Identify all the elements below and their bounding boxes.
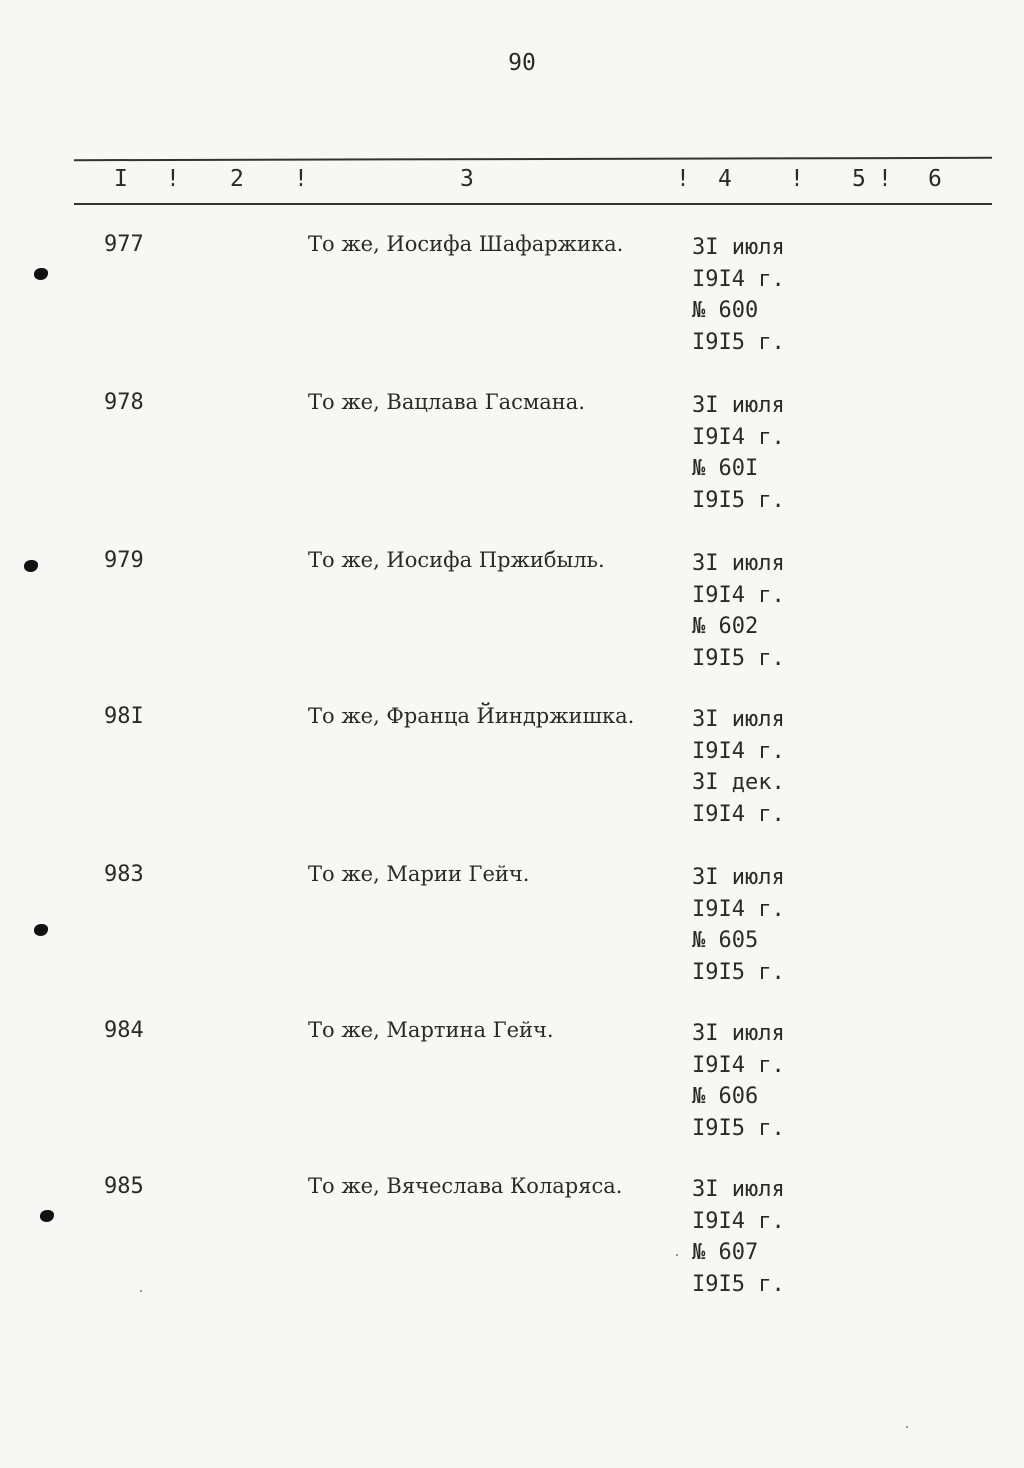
date-line: 3I июля [692,865,785,890]
date-line: 3I июля [692,707,785,732]
date-line: I9I5 г. [692,1271,785,1297]
scan-speck [140,1290,142,1292]
record-description: То же, Марии Гейч. [308,862,530,886]
table-header-rule [74,203,992,205]
date-line: № 600 [692,298,759,323]
date-line: № 602 [692,614,759,639]
date-line: I9I4 г. [692,1208,785,1234]
record-description: То же, Мартина Гейч. [308,1018,554,1042]
date-line: I9I4 г. [692,896,785,922]
record-dates [692,232,785,358]
record-description: То же, Иосифа Пржибыль. [308,548,605,572]
table-row [0,548,1024,688]
date-line: № 606 [692,1084,759,1109]
table-row [0,232,1024,372]
record-dates [692,704,785,830]
table-row [0,1174,1024,1314]
header-col-3: 3 [460,166,474,192]
date-line: 3I июля [692,1021,785,1046]
header-col-1: I [114,166,128,192]
date-line: I9I4 г. [692,1052,785,1078]
record-number: 978 [104,390,144,415]
table-top-rule [74,157,992,161]
date-line: I9I5 г. [692,1115,785,1141]
header-separator: ! [790,166,804,192]
date-line: 3I июля [692,393,785,418]
date-line: I9I4 г. [692,424,785,450]
header-col-2: 2 [230,166,244,192]
header-separator: ! [294,166,308,192]
date-line: I9I4 г. [692,738,785,764]
date-line: I9I5 г. [692,645,785,671]
record-description: То же, Франца Йиндржишка. [308,704,635,728]
record-dates [692,548,785,674]
table-header [0,166,1024,198]
table-row [0,1018,1024,1158]
page-number: 90 [508,50,536,76]
table-row [0,390,1024,530]
record-dates [692,1018,785,1144]
header-separator: ! [166,166,180,192]
scan-speck [906,1426,908,1428]
header-col-4: 4 [718,166,732,192]
header-col-5: 5 [852,166,866,192]
date-line: 3I июля [692,235,785,260]
header-separator: ! [878,166,892,192]
table-row [0,862,1024,1002]
record-number: 979 [104,548,144,573]
record-description: То же, Вацлава Гасмана. [308,390,585,414]
record-number: 98I [104,704,144,729]
record-number: 977 [104,232,144,257]
table-row [0,704,1024,844]
header-col-6: 6 [928,166,942,192]
date-line: № 607 [692,1240,759,1265]
date-line: I9I5 г. [692,959,785,985]
date-line: I9I4 г. [692,801,785,827]
scan-speck [676,1254,678,1256]
record-dates [692,390,785,516]
date-line: № 60I [692,456,759,481]
date-line: 3I июля [692,1177,785,1202]
record-number: 983 [104,862,144,887]
record-number: 984 [104,1018,144,1043]
date-line: 3I июля [692,551,785,576]
record-description: То же, Иосифа Шафаржика. [308,232,624,256]
date-line: № 605 [692,928,759,953]
date-line: I9I4 г. [692,266,785,292]
header-separator: ! [676,166,690,192]
record-description: То же, Вячеслава Коларяса. [308,1174,623,1198]
date-line: 3I дек. [692,770,785,795]
record-number: 985 [104,1174,144,1199]
date-line: I9I5 г. [692,329,785,355]
record-dates [692,862,785,988]
date-line: I9I5 г. [692,487,785,513]
record-dates [692,1174,785,1300]
date-line: I9I4 г. [692,582,785,608]
